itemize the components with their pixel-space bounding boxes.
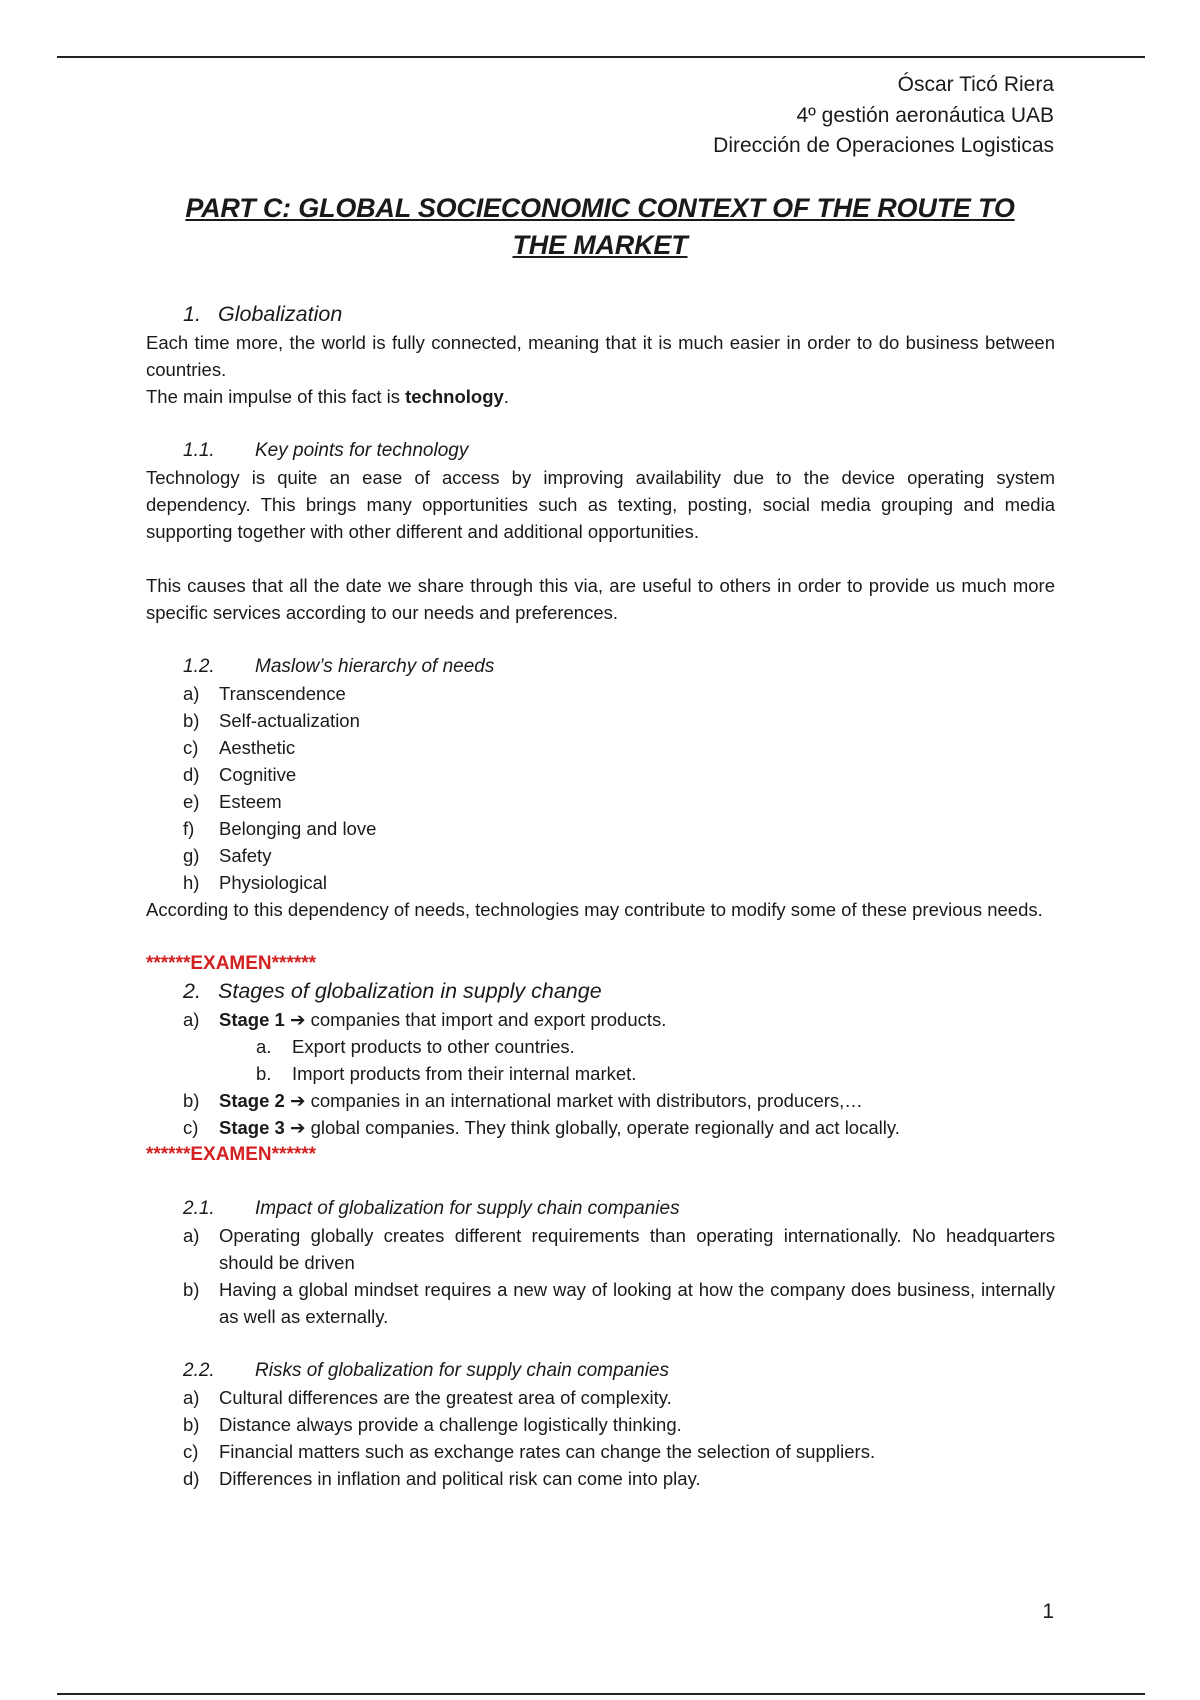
list-item bbox=[146, 1465, 1055, 1492]
section-title: Key points for technology bbox=[255, 440, 469, 461]
list-item bbox=[146, 1276, 1055, 1330]
course-name: 4º gestión aeronáutica UAB bbox=[796, 103, 1054, 127]
list-text: Having a global mindset requires a new way of looking at how the company does business, internally as well as externally. bbox=[219, 1279, 1055, 1327]
list-text: Distance always provide a challenge logistically thinking. bbox=[219, 1414, 682, 1435]
list-item bbox=[146, 842, 1055, 869]
section-title: Stages of globalization in supply change bbox=[218, 979, 602, 1003]
section-number: 1.1. bbox=[183, 440, 215, 461]
list-marker: h) bbox=[183, 872, 200, 893]
stage-text: companies that import and export products. bbox=[305, 1009, 667, 1030]
arrow-icon: ➔ bbox=[289, 1009, 306, 1030]
list-text: Physiological bbox=[219, 872, 327, 893]
list-marker: b) bbox=[183, 710, 200, 731]
maslow-list bbox=[146, 680, 1055, 896]
stage-label: Stage 3 bbox=[219, 1117, 285, 1138]
list-text: Cognitive bbox=[219, 764, 297, 785]
list-text: Cultural differences are the greatest area of complexity. bbox=[219, 1387, 672, 1408]
section-number: 1.2. bbox=[183, 656, 215, 677]
stage-3-item bbox=[146, 1114, 1055, 1141]
stage-text: companies in an international market with distributors, producers,… bbox=[305, 1090, 863, 1111]
list-text: Safety bbox=[219, 845, 272, 866]
list-item bbox=[146, 788, 1055, 815]
list-marker: b) bbox=[183, 1090, 200, 1111]
section-title: Risks of globalization for supply chain companies bbox=[255, 1360, 669, 1381]
subject-name: Dirección de Operaciones Logisticas bbox=[713, 134, 1054, 157]
list-text bbox=[219, 1114, 1055, 1141]
list-text: Export products to other countries. bbox=[292, 1036, 575, 1057]
document-title bbox=[145, 190, 1055, 264]
list-text: Import products from their internal market. bbox=[292, 1063, 637, 1084]
document-body bbox=[146, 300, 1055, 1492]
title-line-2: THE MARKET bbox=[512, 230, 688, 260]
bold-text: technology bbox=[405, 386, 504, 407]
list-marker: a) bbox=[183, 1225, 200, 1246]
list-marker: c) bbox=[183, 737, 199, 758]
section-2-2-heading bbox=[146, 1357, 1055, 1384]
list-marker: e) bbox=[183, 791, 200, 812]
list-marker: c) bbox=[183, 1441, 199, 1462]
sub-list-item bbox=[146, 1060, 1055, 1087]
stage-2-item bbox=[146, 1087, 1055, 1114]
list-item bbox=[146, 707, 1055, 734]
section-number: 2. bbox=[183, 979, 201, 1003]
text-run: The main impulse of this fact is bbox=[146, 386, 406, 407]
arrow-icon: ➔ bbox=[289, 1090, 306, 1111]
list-item bbox=[146, 815, 1055, 842]
list-marker: a) bbox=[183, 1009, 200, 1030]
section-2-1-heading bbox=[146, 1195, 1055, 1222]
list-text: Financial matters such as exchange rates can change the selection of suppliers. bbox=[219, 1441, 876, 1462]
paragraph: This causes that all the date we share through this via, are useful to others in order to provide us much more specific services according to our needs and preferences. bbox=[146, 575, 1055, 623]
exam-marker-start: ******EXAMEN****** bbox=[146, 953, 317, 974]
arrow-icon: ➔ bbox=[289, 1117, 306, 1138]
list-text: Operating globally creates different requirements than operating internationally. No headquarters should be driven bbox=[219, 1225, 1055, 1273]
paragraph: Each time more, the world is fully connected, meaning that it is much easier in order to do business between countries. bbox=[146, 332, 1055, 380]
list-marker: g) bbox=[183, 845, 200, 866]
list-item bbox=[146, 1384, 1055, 1411]
section-number: 2.1. bbox=[183, 1198, 215, 1219]
list-marker: b. bbox=[256, 1063, 272, 1084]
stage-label: Stage 2 bbox=[219, 1090, 285, 1111]
section-number: 1. bbox=[183, 302, 201, 326]
author-name: Óscar Ticó Riera bbox=[897, 73, 1054, 96]
stage-label: Stage 1 bbox=[219, 1009, 285, 1030]
list-marker: a) bbox=[183, 1387, 200, 1408]
section-title: Impact of globalization for supply chain companies bbox=[255, 1198, 680, 1219]
section-1-heading bbox=[146, 300, 1055, 329]
list-marker: b) bbox=[183, 1414, 200, 1435]
exam-marker-end: ******EXAMEN****** bbox=[146, 1144, 317, 1165]
list-marker: d) bbox=[183, 764, 200, 785]
list-text: Differences in inflation and political risk can come into play. bbox=[219, 1468, 701, 1489]
sub-list-item bbox=[146, 1033, 1055, 1060]
paragraph: According to this dependency of needs, technologies may contribute to modify some of these previous needs. bbox=[146, 899, 1043, 920]
paragraph: Technology is quite an ease of access by improving availability due to the device operating system dependency. This brings many opportunities such as texting, posting, social media grouping and media supporting together with other different and additional opportunities. bbox=[146, 467, 1055, 542]
list-item bbox=[146, 869, 1055, 896]
list-marker: f) bbox=[183, 818, 195, 839]
text-run: . bbox=[503, 386, 509, 407]
page-number: 1 bbox=[1042, 1600, 1054, 1623]
list-text: Self-actualization bbox=[219, 710, 360, 731]
list-item bbox=[146, 1411, 1055, 1438]
section-1-1-heading bbox=[146, 437, 1055, 464]
top-rule bbox=[57, 56, 1145, 58]
bottom-rule bbox=[57, 1693, 1145, 1695]
stage-1-item bbox=[146, 1006, 1055, 1033]
list-item bbox=[146, 1222, 1055, 1276]
list-item bbox=[146, 1438, 1055, 1465]
list-text bbox=[219, 1087, 1055, 1114]
stage-text: global companies. They think globally, operate regionally and act locally. bbox=[305, 1117, 900, 1138]
section-2-heading bbox=[146, 977, 1055, 1006]
section-title: Globalization bbox=[218, 302, 343, 326]
section-1-2-heading bbox=[146, 653, 1055, 680]
list-item bbox=[146, 680, 1055, 707]
list-marker: b) bbox=[183, 1279, 200, 1300]
section-number: 2.2. bbox=[183, 1360, 215, 1381]
title-line-1: PART C: GLOBAL SOCIECONOMIC CONTEXT OF THE ROUTE TO bbox=[185, 193, 1015, 223]
section-title: Maslow’s hierarchy of needs bbox=[255, 656, 495, 677]
list-text: Transcendence bbox=[219, 683, 346, 704]
list-marker: d) bbox=[183, 1468, 200, 1489]
list-text: Aesthetic bbox=[219, 737, 296, 758]
list-text: Belonging and love bbox=[219, 818, 377, 839]
paragraph bbox=[146, 383, 1055, 410]
list-marker: a. bbox=[256, 1036, 272, 1057]
list-text: Esteem bbox=[219, 791, 282, 812]
list-marker: a) bbox=[183, 683, 200, 704]
list-marker: c) bbox=[183, 1117, 199, 1138]
list-item bbox=[146, 734, 1055, 761]
list-item bbox=[146, 761, 1055, 788]
list-text bbox=[219, 1006, 1055, 1033]
document-header bbox=[713, 70, 1054, 162]
